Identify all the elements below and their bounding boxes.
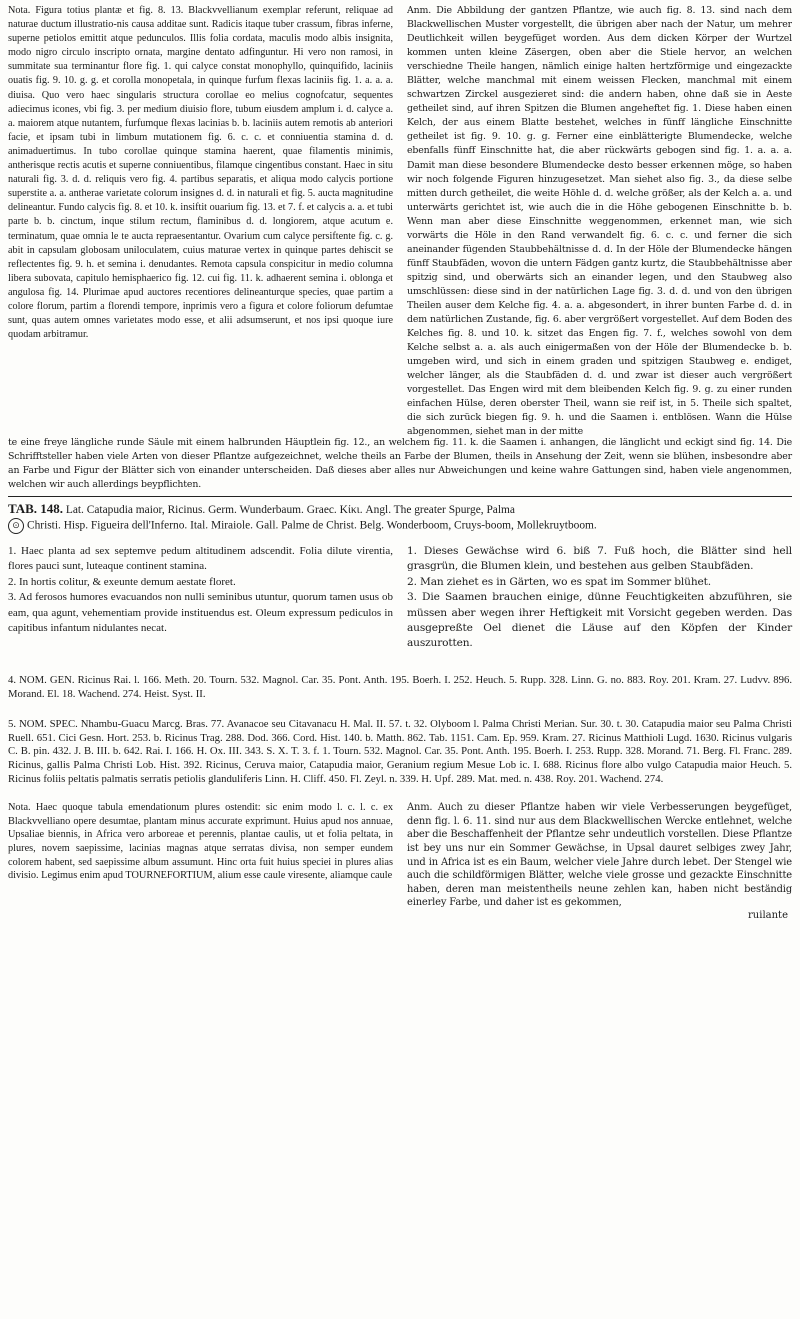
german-point-3: 3. Die Saamen brauchen einige, dünne Feuchtigkeiten abzuführen, sie müssen aber wegen ihrer Heftigkeit mit Vorsicht gegeben werden. Das ausgepreßte Oel dienet die Läuse auf den Köpfen der Kinder auszurotten. xyxy=(407,591,792,650)
german-point-2: 2. Man ziehet es in Gärten, wo es spat im Sommer blühet. xyxy=(407,575,711,588)
description-section xyxy=(8,544,792,652)
latin-note: Nota. Figura totius plantæ et fig. 8. 13. Blackvvellianum exemplar referunt, reliquae ad naturae ductum illustratio-nis causa additae sunt. Radicis itaque tuber crassum, fibras inferne, superne petiolos emittit atque pedunculos. Illis folia cordata, maculis modo albis insignita, modo nigro circulo inscripto ornata, margine dentato adfinguntur. Hi vero non ramosi, in summitate sua terminantur flore fig. 1. qui calyce constat monophyllo, quinquifido, laciniis ouatis fig. 9. 10. g. g. et corolla monopetala, in quinque furfum flexas laciniis fig. 1. a. a. a. diuisa. Quo vero haec singularis structura corollae eo melius cognofcatur, sequentes adiecimus icones, vbi fig. 3. per medium diuisio flore, tubum eiusdem amplum i. d. calyce a. a. maiorem atque nutantem, furfumque flexas lacinias b. b. laciniis autem remotis ab anteriori facie, et ipsam tubi in limbum mutationem fig. 6. c. c. et conniuentia stamina d. d. animaduertimus. In tubo corollae quinque stamina haerent, quae filamentis minimis, antherisque rectis acutis et superne conniuentibus, filamque cingentibus constant. Haec in situ naturali fig. 3. d. d. reliquis vero fig. 4. partibus separatis, et aliqua modo calycis portione superstite a. a. antherae varietate colorum insignes d. d. in naturali et fig. 5. aucta magnitudine delineantur. Fundo calycis fig. 8. et 10. k. insiftit ouarium fig. 13. et 7. f. et calycis a. a. et tubi parte b. b. cinctum, inque stilum rectum, flaminibus d. d. longiorem, atque acutum e. terminatum, quae omnia le te aucta repraesentantur. Ovarium cum calyce persiftente fig. c. g. abit in capsulam globosam uniloculatem, cuius maturae vertex in quinque partes dehiscit se reflectentes fig. 9. h. et semina i. denudantes. Remota capsula conspicitur in medio columna libera subovata, capitulo hemisphaerico fig. 12. cui fig. 11. k. adhaerent semina i. oblonga et angulosa fig. 14. Plurimae apud auctores recentiores delineanturque species, quae partim a colore florum, partim a florendi tempore, inprimis vero a figura et colore foliorum defumtae sunt, quas autem omnes varietates modo esse, et alii adsumserunt, et nos ipsi quoque iure quodam arbitramur. xyxy=(8,5,393,341)
plate-heading xyxy=(8,501,792,534)
latin-point-1: 1. Haec planta ad sex septemve pedum altitudinem adscendit. Folia dilute virentia, flores pauci sunt, luteaque continent stamina. xyxy=(8,545,393,573)
nomen-specificum: 5. NOM. SPEC. Nhambu-Guacu Marcg. Bras. 77. Avanacoe seu Citavanacu H. Mal. II. 57. t. 32. Olyboom l. Palma Christi Merian. Sur. 30. t. 30. Catapudia maior seu Palma Christi Ruell. 651. Cici Gesn. Hort. 253. b. Ricinus Trag. 288. Dod. 366. Cord. Hist. 140. b. Matth. 862. Tab. 1151. Cam. Ep. 959. Kram. 27. Ricinus Matthioli Lugd. 1630. Ricinus vulgaris C. B. pin. 432. J. B. III. b. 642. Rai. I. 166. H. Ox. III. 343. S. X. T. 3. f. 1. Tourn. 532. Magnol. Car. 35. Pont. Anth. 195. Boerh. I. 253. Rupp. 328. Morand. 71. Berg. Fl. Franc. 289. Ricinus, gallis Palma Christi Lob. Hist. 392. Ricinus, Ceruva maior, Catapudia maior, Geranium regium Mesue Lob ic. I. 688. Ricinus flore albo vulgo Catapudia maior Heuch. 5. Ricinus foliis peltatis palmatis serratis petiolis glanduliferis Linn. H. Cliff. 450. Fl. Zeyl. n. 339. H. Upf. 289. Mat. med. n. 438. Roy. 201. Wachend. 274. xyxy=(8,717,792,786)
annual-symbol-icon: ⊙ xyxy=(8,518,24,534)
german-note-continuation: te eine freye längliche runde Säule mit einem halbrunden Häuptlein fig. 12., an welchem fig. 11. k. die Saamen i. anhangen, die länglicht und eckigt sind fig. 14. Die Schrifftsteller haben viele Arten von dieser Pflantze aufgezeichnet, welche theils an Farbe der Blumen, theils in Ansehung der Zeit, wenn sie blühen, insbesondre aber an Farbe und Figur der Blätter sich von einander unterscheiden. Daß dieses aber alles nur Abweichungen und keine wahre Gattungen sind, haben viele angenommen, welchen wir auch allerdings beypflichten. xyxy=(8,437,792,490)
german-point-1: 1. Dieses Gewächse wird 6. biß 7. Fuß hoch, die Blätter sind hell grasgrün, die Blumen klein, und bestehen aus gelben Staubfäden. xyxy=(407,545,792,573)
plate-names-line1: Lat. Catapudia maior, Ricinus. Germ. Wunderbaum. Graec. Κίκι. Angl. The greater Spurge, Palma xyxy=(65,504,515,516)
latin-point-3: 3. Ad ferosos humores evacuandos non nulli seminibus utuntur, quorum tamen usus ob eam, qua agunt, vehementiam provide instituendus est. Oleum expressum pediculos in capitibus infantum nidulantes necat. xyxy=(8,591,393,635)
bottom-notes xyxy=(8,801,792,921)
latin-bottom-note: Nota. Haec quoque tabula emendationum plures ostendit: sic enim modo l. c. l. c. ex Blackvvelliano opere desumtae, plantam minus accurate exprimunt. Huius apud nos annuae, Upsaliae biennis, in Africa vero arboreae et perennis, plantae caulis, ut et folia peltata, in plures, novem saepissime, lacinias magnas atque serratas divisa, non semper eundem colorem habent, sed saepissime album assumunt. Hinc orta fuit huius speciei in plures alias divisio. Legimus enim apud TOURNEFORTIUM, alium esse caule viresente, aliamque caule xyxy=(8,802,393,882)
divider xyxy=(8,496,792,497)
plate-label: TAB. 148. xyxy=(8,501,64,516)
plate-names-line2: Christi. Hisp. Figueira dell'Inferno. Ital. Miraiole. Gall. Palme de Christ. Belg. Wonderboom, Cruys-boom, Mollekruytboom. xyxy=(27,519,597,532)
catchword: ruilante xyxy=(748,909,788,921)
german-bottom-note: Anm. Auch zu dieser Pflantze haben wir viele Verbesserungen beygefüget, denn fig. l. 6. 11. sind nur aus dem Blackwellischen Wercke entlehnet, welche aber die Beschaffenheit der Pflantze sehr undeutlich vorstellen. Diese Pflantze ist bey uns nur ein Sommer Gewächse, in Upsal dauret selbiges zwey Jahr, und in Africa ist es ein Baum, welcher viele Jahre durch lebet. Der Stengel wie auch die schildförmigen Blätter, welche viele grosse und gezackte Einschnitte haben, deren man meistentheils neune zehlen kan, haben nicht beständig einerley Farbe, und daher ist es gekommen, xyxy=(407,802,792,909)
latin-point-2: 2. In hortis colitur, & exeunte demum aestate floret. xyxy=(8,575,236,588)
german-note: Anm. Die Abbildung der gantzen Pflantze, wie auch fig. 8. 13. sind nach dem Blackwellischen Muster vorgestellt, die übrigen aber nach der Natur, um mehrer Deutlichkeit willen beygefüget worden. Aus dem dicken Körper der Wurtzel kommen unten kleine Zäsergen, oben aber die Stiele hervor, an welchen verschiedne Theile hangen, nämlich einige halten hertzförmige und eingezackte Blätter, welche manchmal mit einem weissen Flecken, manchmal mit einem schwartzen Zirckel ausgezieret sind: die andern haben, ohne daß sie in Aeste getheilet sind, auf ihren Spitzen die Blumen angeheftet fig. 1. Diese haben einen Kelch, der aus einem Blatte bestehet, welches in fünff längliche Einschnitte getheilet ist fig. 9. 10. g. g. Ferner eine einblätterigte Blumendecke, welche ebenfalls fünff Einschnitte hat, die aber rückwärts gebogen sind fig. 1. a. a. a. Damit man diese besondere Blumendecke desto besser erkennen möge, so haben wir noch folgende Figuren hinzugesetzet. Man siehet also fig. 3., da diese selbe mitten durch getheilet, die weite Höhle d. d. welche größer, als der Kelch a. a. und unterwärts gerichtet ist, wie auch die in die Höhe gebogenen Einschnitte b. b. Wenn man aber diese Einschnitte weggenommen, erkennet man, wie sich vorwärts die Höle in den Rand verwandelt fig. 6. c. c. und ferner die sich aneinander fügenden Staubbehältnisse d. d. In der Höle der Blumendecke hängen fünff Staubfäden, wovon die untern Fädgen gantz kurtz, die Staubbehältnisse aber spitzig sind, und oberwärts sich an einander legen, und den Staubweg also umschlüssen: diese sind in der natürlichen Lage fig. 3. d. d. und von den übrigen Theilen auser dem Kelche fig. 4. a. a. abgesondert, in ihrer bunten Farbe d. d. in dem natürlichen Zustande, fig. 6. aber vergrößert vorgestellet. Auf dem Boden des Kelches fig. 8. und 10. k. sitzet das Engen fig. 7. f., welches sowohl von dem Kelche selbst a. a. als auch einigermaßen von der Höle der Blumendecke b. b. umgeben wird, und sich in einem graden und spitzigen Staubweg e. endiget, welcher länger, als die Staubfäden d. d. und zwar ist dieser auch vergrößert vorgestellet. Das Engen wird mit dem bleibenden Kelch fig. 9. g. zu einer runden einfachen Hülse, deren oberster Theil, wann sie reif ist, in 5. Theile sich spaltet, die sich zurück biegen fig. 9. h. und die Saamen i. entblösen. Wann die Hülse abgenommen, siehet man in der mitte xyxy=(407,5,792,436)
nomen-genericum: 4. NOM. GEN. Ricinus Rai. l. 166. Meth. 20. Tourn. 532. Magnol. Car. 35. Pont. Anth. 195. Boerh. I. 252. Heuch. 5. Rupp. 328. Linn. G. no. 883. Roy. 201. Kram. 27. Ludvv. 896. Morand. El. 18. Wachend. 274. Heist. Syst. II. xyxy=(8,673,792,700)
top-notes xyxy=(8,4,792,436)
